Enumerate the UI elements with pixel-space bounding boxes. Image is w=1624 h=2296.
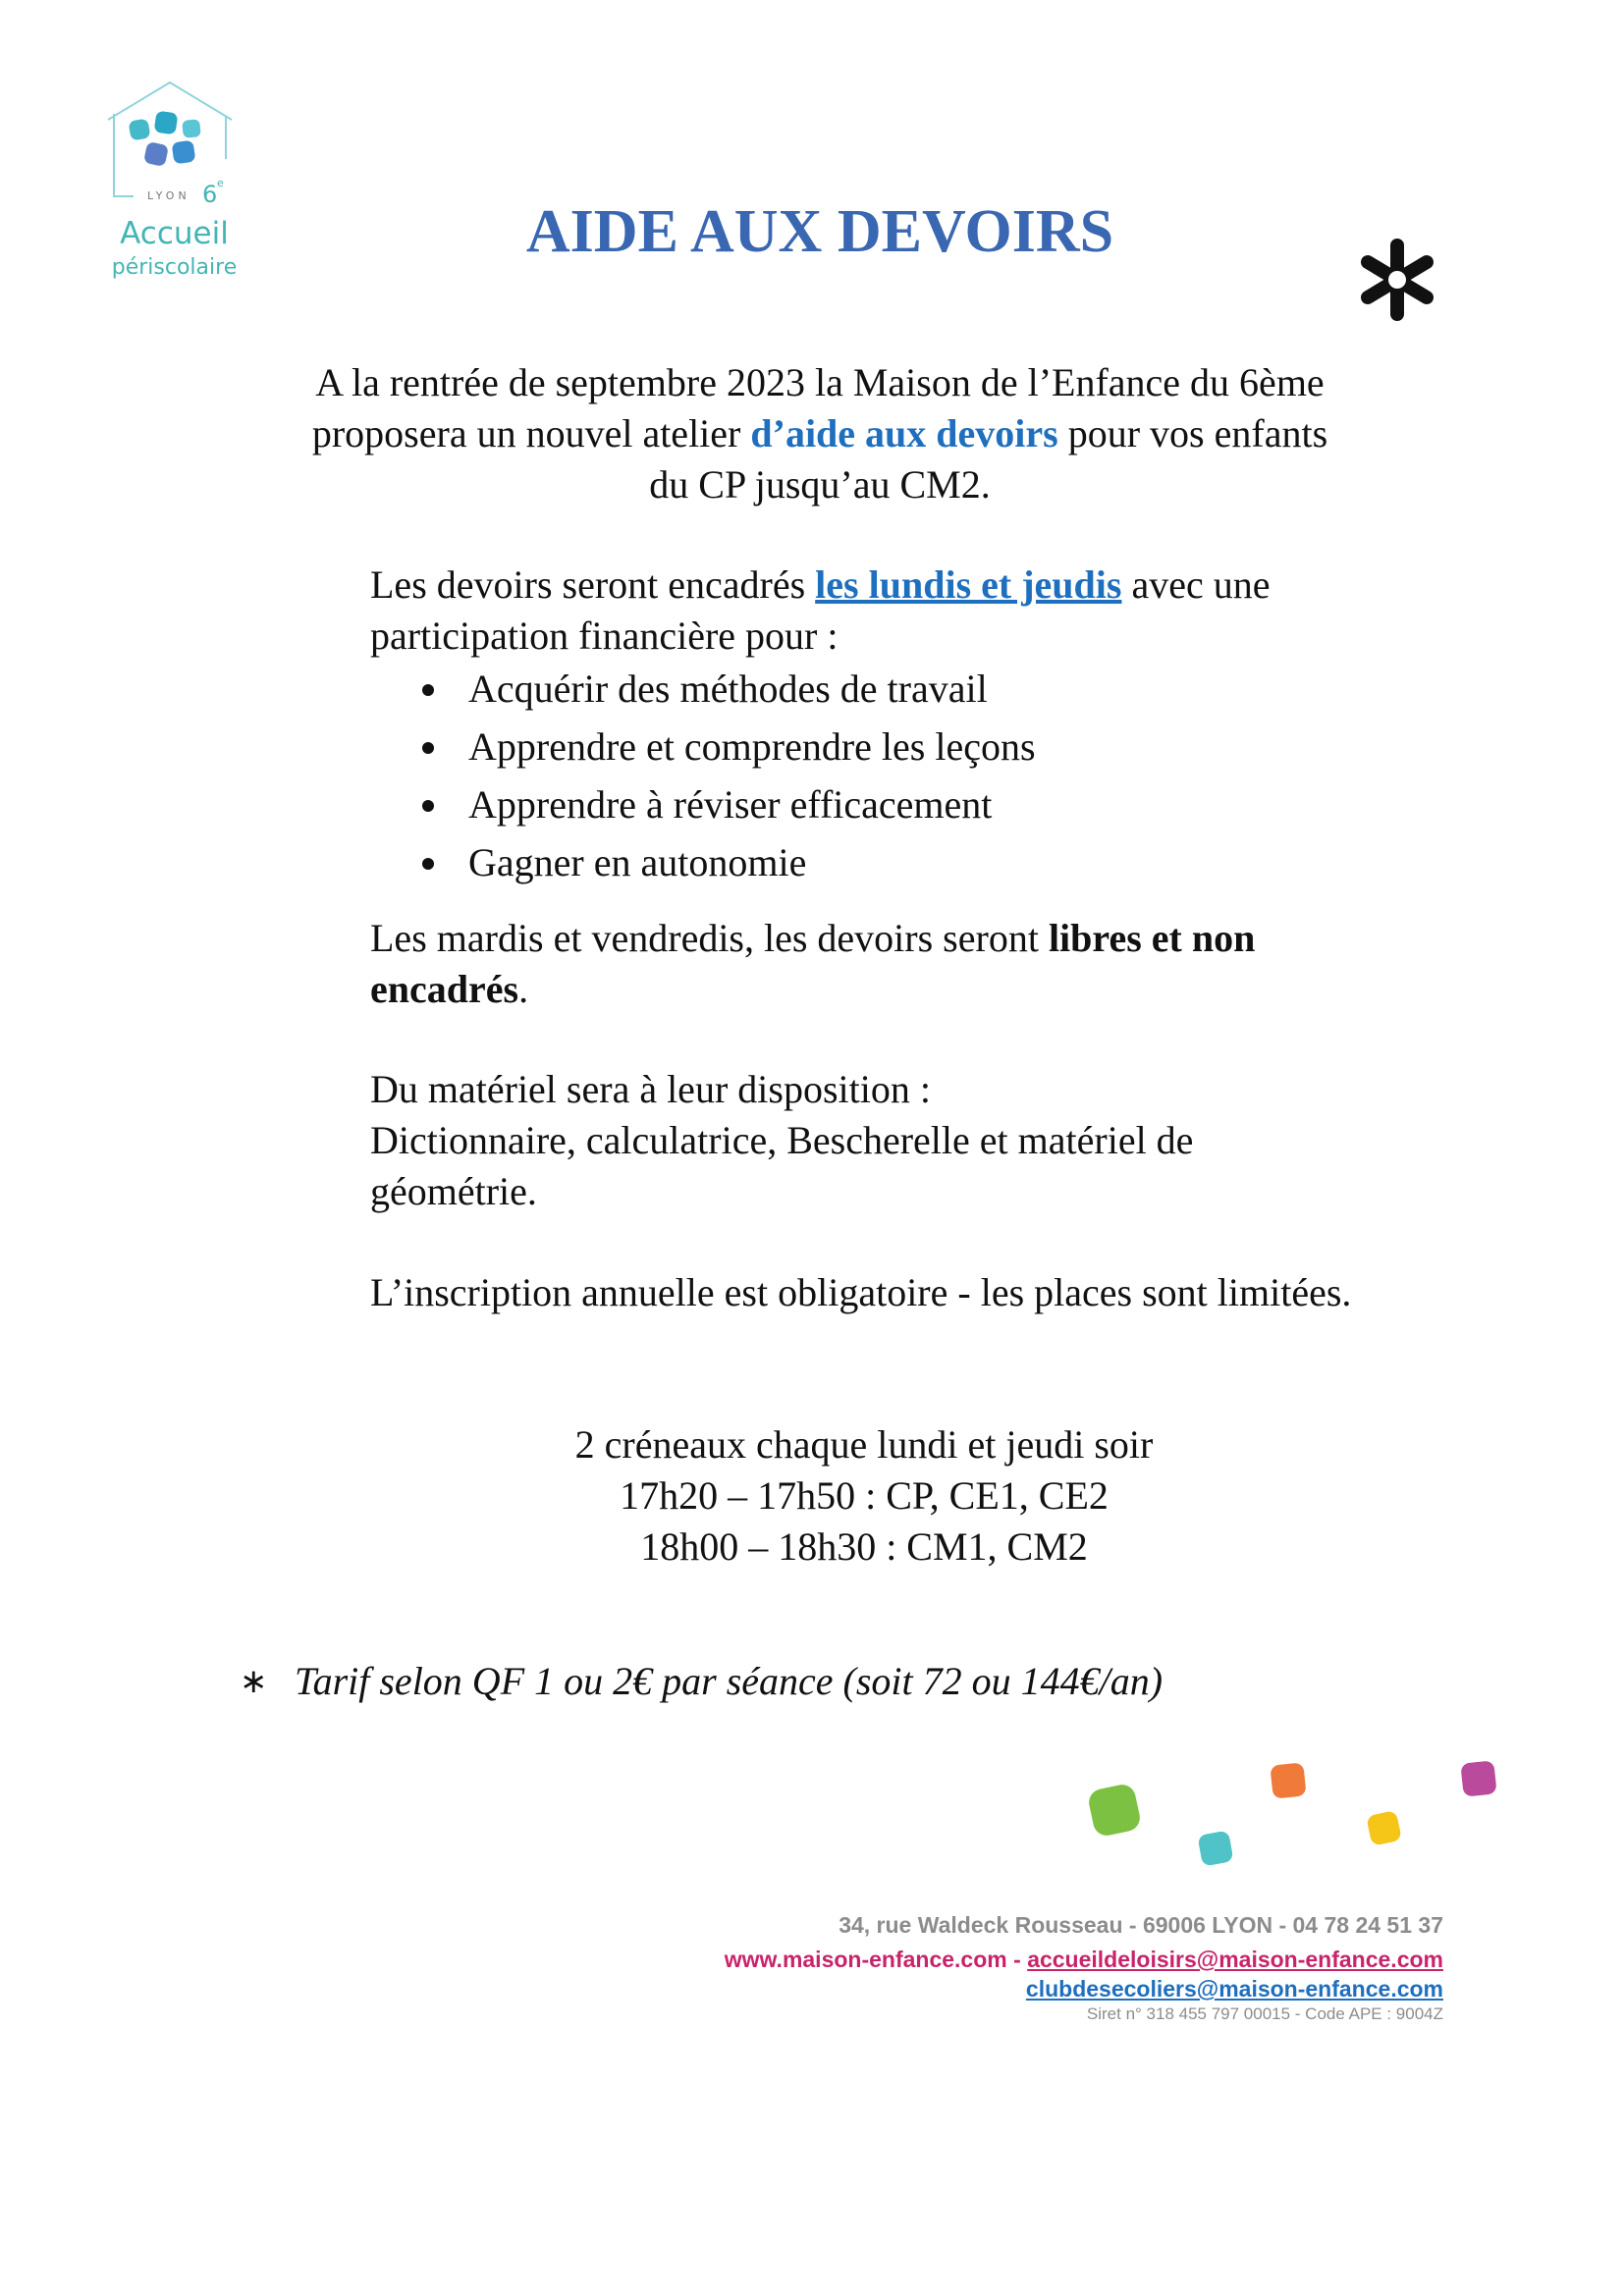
slots-heading: 2 créneaux chaque lundi et jeudi soir <box>574 1422 1154 1467</box>
slots-block <box>295 1419 1434 1573</box>
decor-square-yellow <box>1366 1810 1402 1846</box>
supervised-paragraph <box>370 560 1352 662</box>
tariff-note: Tarif selon QF 1 ou 2€ par séance (soit 72 ou 144€/an) <box>295 1659 1164 1703</box>
decorative-squares <box>1080 1747 1522 1885</box>
logo-word-accueil: Accueil <box>120 216 229 251</box>
supervised-text-start: Les devoirs seront encadrés <box>370 562 816 607</box>
intro-highlight: d’aide aux devoirs <box>750 411 1058 455</box>
goal-item: Acquérir des méthodes de travail <box>370 660 1352 718</box>
free-days-paragraph <box>370 913 1352 1015</box>
supervised-days-highlight: les lundis et jeudis <box>815 562 1122 607</box>
goal-item: Gagner en autonomie <box>370 833 1352 891</box>
supervised-text-end: avec une participation financière pour : <box>370 562 1271 658</box>
footer-email-loisirs[interactable]: accueildeloisirs@maison-enfance.com <box>1027 1947 1443 1972</box>
goal-item: Apprendre et comprendre les leçons <box>370 718 1352 775</box>
tariff-marker: ∗ <box>240 1664 268 1700</box>
decor-square-orange <box>1270 1762 1306 1798</box>
free-text-end: . <box>518 967 529 1011</box>
logo-house-icon <box>106 80 234 208</box>
logo-district-suffix: e <box>217 177 224 189</box>
goals-list <box>370 660 1352 891</box>
registration-paragraph: L’inscription annuelle est obligatoire - les places sont limitées. <box>370 1270 1352 1314</box>
intro-text-start: A la rentrée de septembre 2023 la Maison de l’Enfance du 6ème proposera un nouvel atelier <box>311 360 1325 455</box>
decor-square-green <box>1087 1783 1143 1839</box>
page-title: AIDE AUX DEVOIRS <box>525 198 1114 265</box>
free-bold: libres et non encadrés <box>370 916 1256 1011</box>
footer-siret: Siret n° 318 455 797 00015 - Code APE : 9004Z <box>1086 2004 1443 2023</box>
footer-separator: - <box>1006 1947 1028 1972</box>
logo-word-periscolaire: périscolaire <box>111 255 238 280</box>
intro-text-end: pour vos enfants du CP jusqu’au CM2. <box>649 411 1328 507</box>
decor-square-cyan <box>1197 1830 1233 1866</box>
material-intro: Du matériel sera à leur disposition : <box>370 1067 931 1111</box>
decor-square-purple <box>1460 1760 1496 1796</box>
slot-early: 17h20 – 17h50 : CP, CE1, CE2 <box>620 1473 1109 1518</box>
footer-address: 34, rue Waldeck Rousseau - 69006 LYON - 04 78 24 51 37 <box>839 1912 1443 1938</box>
footer-links <box>725 1949 1443 1971</box>
logo-city: LYON <box>147 189 190 202</box>
intro-paragraph <box>295 357 1345 510</box>
goal-item: Apprendre à réviser efficacement <box>370 775 1352 833</box>
free-text-start: Les mardis et vendredis, les devoirs seront <box>370 916 1049 960</box>
footer-website[interactable]: www.maison-enfance.com <box>724 1947 1007 1972</box>
material-list: Dictionnaire, calculatrice, Bescherelle et matériel de géométrie. <box>370 1118 1194 1213</box>
asterisk-icon <box>1353 236 1441 324</box>
material-paragraph <box>370 1064 1352 1217</box>
footer-email-ecoliers[interactable]: clubdesecoliers@maison-enfance.com <box>1025 1976 1443 2002</box>
logo-district: 6 <box>202 181 218 208</box>
slot-late: 18h00 – 18h30 : CM1, CM2 <box>640 1524 1088 1569</box>
